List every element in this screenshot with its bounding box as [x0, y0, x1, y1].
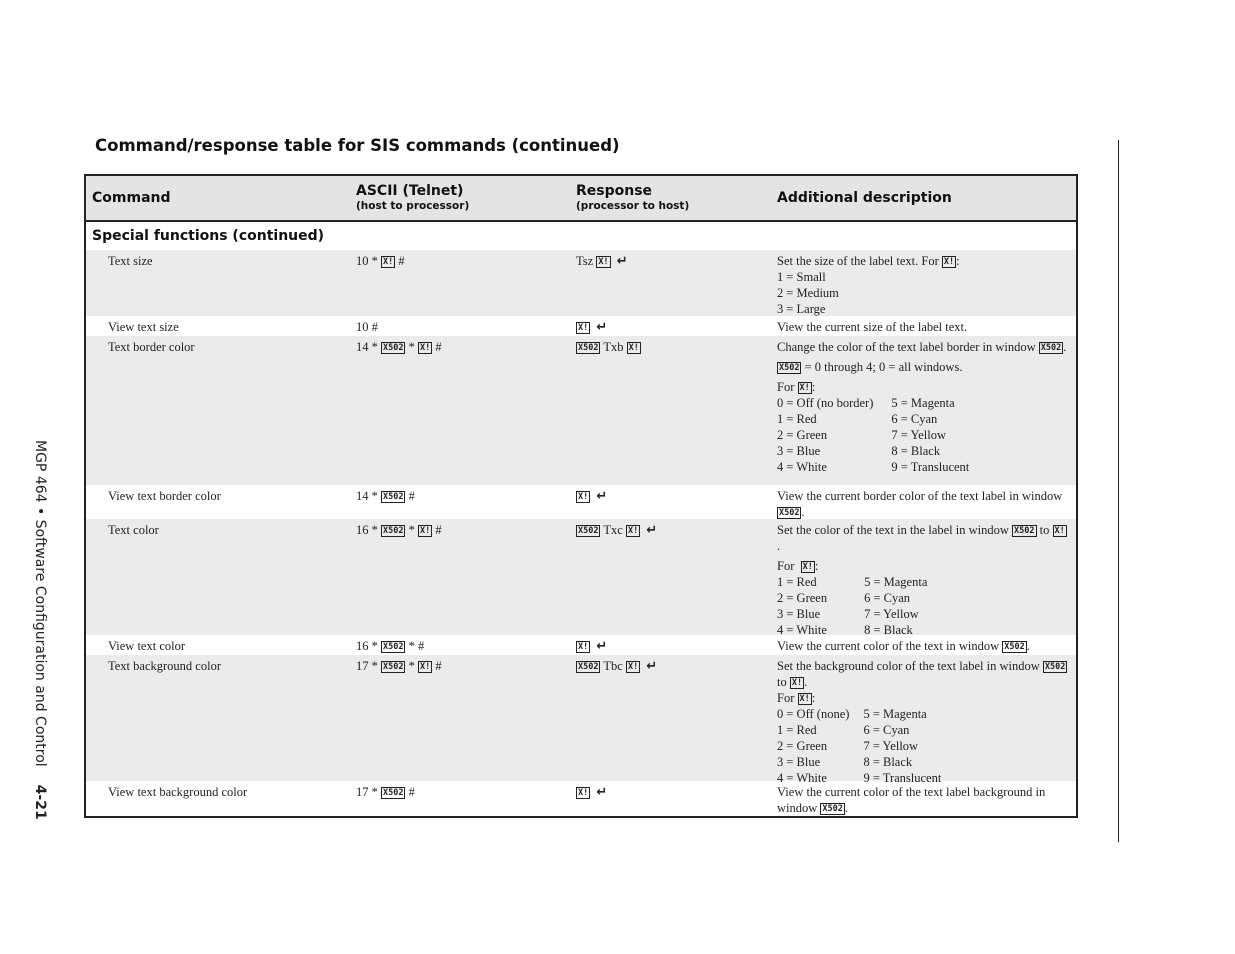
description-cell: View the current color of the text label background in window X502 . [777, 785, 1046, 815]
variable-x502: X502 [1014, 526, 1035, 536]
option-item: 8 = Black [863, 755, 913, 769]
option-item: 0 = Off (no border) [777, 396, 874, 410]
variable-x502: X502 [1040, 343, 1062, 353]
option-item: 2 = Medium [777, 286, 839, 300]
description-cell: Set the background color of the text label in window X502 to X! . For X! : 0 = Off (none) 1 = Red 2 = Green 3 = Blue 4 = White 5 = Magenta 6 = Cyan 7 = Yellow 8 = Black 9 = Translucent [777, 658, 1069, 786]
section-title: Special functions (continued) [92, 228, 325, 244]
option-item: 7 = Yellow [863, 739, 919, 753]
response-cell [576, 339, 641, 355]
table-header [86, 176, 1076, 222]
description-cell: Change the color of the text label border in window X502 . X502 = 0 through 4; 0 = all windows. For X! : 0 = Off (no border) 1 = Red 2 = Green 3 = Blue 4 = White 5 = Magenta 6 = Cyan 7 = Yellow 8 = Black 9 = Translucent [777, 339, 1069, 475]
description-text: View the current size of the label text. [777, 320, 968, 334]
ascii-text: # [398, 254, 405, 268]
header-ascii-sub: (host to processor) [356, 200, 470, 212]
ascii-text: # [408, 785, 415, 799]
response-text: Tbc [603, 659, 623, 673]
description-cell: Set the color of the text in the label in window X502 to X!. For X! : 1 = Red 2 = Green 3 = Blue 4 = White 5 = Magenta 6 = Cyan 7 = Yellow 8 = Black [777, 522, 1069, 638]
variable-x502: X502 [383, 642, 404, 652]
description-cell: View the current color of the text in window X502 . [777, 639, 1030, 653]
command-cell: View text color [108, 639, 186, 653]
section-heading [86, 222, 1076, 250]
return-icon: ↵ [596, 639, 608, 654]
return-icon: ↵ [616, 254, 628, 269]
variable-x1: X! [419, 343, 431, 353]
description-text: For [777, 559, 795, 573]
description-cell: Set the size of the label text. For X! : 1 = Small 2 = Medium 3 = Large [777, 253, 1069, 317]
header-command: Command [92, 190, 171, 206]
option-item: 2 = Green [777, 428, 828, 442]
ascii-text: 17 * [356, 785, 378, 799]
option-item: 0 = Off (none) [777, 707, 850, 721]
ascii-cell [356, 522, 442, 538]
variable-x502: X502 [1044, 662, 1066, 672]
description-text: Set the background color of the text label in window [777, 659, 1040, 673]
response-cell [576, 253, 628, 269]
table-row [86, 250, 1076, 316]
variable-x502: X502 [383, 492, 404, 502]
variable-x502: X502 [578, 526, 599, 536]
option-item: 7 = Yellow [891, 428, 947, 442]
variable-x502: X502 [822, 804, 843, 814]
option-item: 8 = Black [891, 444, 941, 458]
option-item: 7 = Yellow [864, 607, 919, 621]
variable-x502: X502 [383, 526, 404, 536]
ascii-text: * # [408, 639, 425, 653]
return-icon: ↵ [596, 320, 608, 335]
ascii-text: 14 * [356, 340, 378, 354]
table-row [86, 336, 1076, 485]
variable-x1: X! [578, 492, 589, 502]
description-text: View the current color of the text label background in window [777, 785, 1046, 815]
option-item: 6 = Cyan [891, 412, 938, 426]
header-response-label: Response [576, 183, 653, 199]
variable-x1: X! [802, 562, 813, 572]
ascii-text: # [435, 523, 442, 537]
table-row [86, 655, 1076, 785]
variable-x1: X! [943, 257, 955, 267]
option-item: 1 = Red [777, 412, 817, 426]
option-item: 1 = Red [777, 575, 817, 589]
option-list [777, 706, 1069, 786]
variable-x502: X502 [383, 788, 404, 798]
ascii-text: * [408, 340, 415, 354]
variable-x1: X! [419, 526, 431, 536]
description-text: to [1039, 523, 1050, 537]
option-item: 8 = Black [864, 623, 913, 637]
option-item: 9 = Translucent [863, 771, 942, 785]
response-cell [576, 638, 607, 654]
variable-x1: X! [799, 383, 810, 393]
variable-x1: X! [791, 678, 803, 688]
table-row [86, 519, 1076, 635]
table-row [86, 316, 1076, 336]
option-item: 2 = Green [777, 739, 828, 753]
option-item: 2 = Green [777, 591, 828, 605]
ascii-text: 10 # [356, 320, 378, 334]
option-item: 6 = Cyan [864, 591, 911, 605]
response-text: Tsz [576, 254, 594, 268]
response-cell [576, 658, 657, 674]
variable-x1: X! [578, 323, 589, 333]
response-text: Txb [603, 340, 624, 354]
command-cell: View text border color [108, 489, 221, 503]
ascii-text: 17 * [356, 659, 378, 673]
ascii-cell [356, 658, 442, 674]
command-cell: Text background color [108, 659, 221, 673]
variable-x502: X502 [383, 662, 404, 672]
option-item: 9 = Translucent [891, 460, 970, 474]
option-item: 3 = Blue [777, 444, 821, 458]
description-cell [777, 319, 1069, 335]
response-text: Txc [603, 523, 623, 537]
option-item: 5 = Magenta [863, 707, 927, 721]
option-item: 6 = Cyan [863, 723, 910, 737]
option-item: 5 = Magenta [891, 396, 955, 410]
option-item: 1 = Red [777, 723, 817, 737]
description-text: Set the size of the label text. For [777, 254, 939, 268]
ascii-text: 16 * [356, 639, 378, 653]
variable-x1: X! [1054, 526, 1065, 536]
variable-x1: X! [578, 642, 589, 652]
ascii-cell [356, 319, 378, 335]
command-cell: Text border color [108, 340, 195, 354]
ascii-text: * [408, 659, 415, 673]
ascii-cell [356, 638, 424, 654]
description-text: = 0 through 4; 0 = all windows. [804, 360, 963, 374]
description-text: View the current color of the text in window [777, 639, 1000, 653]
response-cell [576, 522, 657, 538]
response-cell [576, 784, 607, 800]
command-cell: Text color [108, 523, 159, 537]
margin-rule [1118, 140, 1119, 842]
page-title: Command/response table for SIS commands (continued) [95, 136, 620, 155]
variable-x1: X! [628, 343, 639, 353]
variable-x1: X! [383, 257, 394, 267]
table-row [86, 781, 1076, 816]
command-cell: Text size [108, 254, 153, 268]
description-text: Change the color of the text label border in window [777, 340, 1036, 354]
return-icon: ↵ [646, 523, 658, 538]
description-text: View the current border color of the text label in window [777, 489, 1063, 503]
ascii-text: 14 * [356, 489, 378, 503]
table-row [86, 635, 1076, 655]
variable-x1: X! [627, 662, 639, 672]
ascii-cell [356, 253, 405, 269]
variable-x502: X502 [1004, 642, 1025, 652]
variable-x502: X502 [383, 343, 404, 353]
header-response-sub: (processor to host) [576, 200, 690, 212]
ascii-text: # [408, 489, 415, 503]
option-item: 5 = Magenta [864, 575, 928, 589]
variable-x1: X! [419, 662, 431, 672]
ascii-cell [356, 784, 415, 800]
variable-x1: X! [627, 526, 639, 536]
option-item: 4 = White [777, 623, 827, 637]
header-description: Additional description [777, 190, 952, 206]
option-item: 3 = Blue [777, 607, 821, 621]
ascii-cell [356, 488, 415, 504]
option-item: 3 = Large [777, 302, 826, 316]
sis-command-table [84, 174, 1078, 818]
option-item: 3 = Blue [777, 755, 821, 769]
ascii-text: # [435, 340, 442, 354]
variable-x502: X502 [578, 343, 599, 353]
header-response [576, 183, 689, 212]
variable-x502: X502 [779, 363, 800, 373]
command-cell: View text size [108, 320, 179, 334]
description-text: For [777, 380, 795, 394]
manual-section-label: MGP 464 • Software Configuration and Control [32, 440, 48, 767]
ascii-text: 16 * [356, 523, 378, 537]
table-row [86, 485, 1076, 519]
header-ascii-label: ASCII (Telnet) [356, 183, 464, 199]
description-text: to [777, 675, 787, 689]
option-item: 1 = Small [777, 270, 826, 284]
description-cell: View the current border color of the text label in window X502 . [777, 489, 1063, 519]
description-text: Set the color of the text in the label in window [777, 523, 1009, 537]
ascii-text: # [435, 659, 442, 673]
variable-x502: X502 [578, 662, 599, 672]
command-cell: View text background color [108, 785, 248, 799]
return-icon: ↵ [646, 659, 658, 674]
return-icon: ↵ [596, 785, 608, 800]
response-cell [576, 488, 607, 504]
response-cell [576, 319, 607, 335]
page-number: 4-21 [32, 784, 48, 820]
option-item: 4 = White [777, 771, 827, 785]
header-ascii [356, 183, 469, 212]
side-footer-label [32, 440, 48, 840]
ascii-cell [356, 339, 442, 355]
option-item: 4 = White [777, 460, 827, 474]
variable-x1: X! [799, 694, 810, 704]
ascii-text: * [408, 523, 415, 537]
option-list [777, 574, 1069, 638]
variable-x502: X502 [779, 508, 800, 518]
description-text: For [777, 691, 795, 705]
variable-x1: X! [578, 788, 589, 798]
ascii-text: 10 * [356, 254, 378, 268]
return-icon: ↵ [596, 489, 608, 504]
option-list [777, 395, 1069, 475]
variable-x1: X! [598, 257, 609, 267]
